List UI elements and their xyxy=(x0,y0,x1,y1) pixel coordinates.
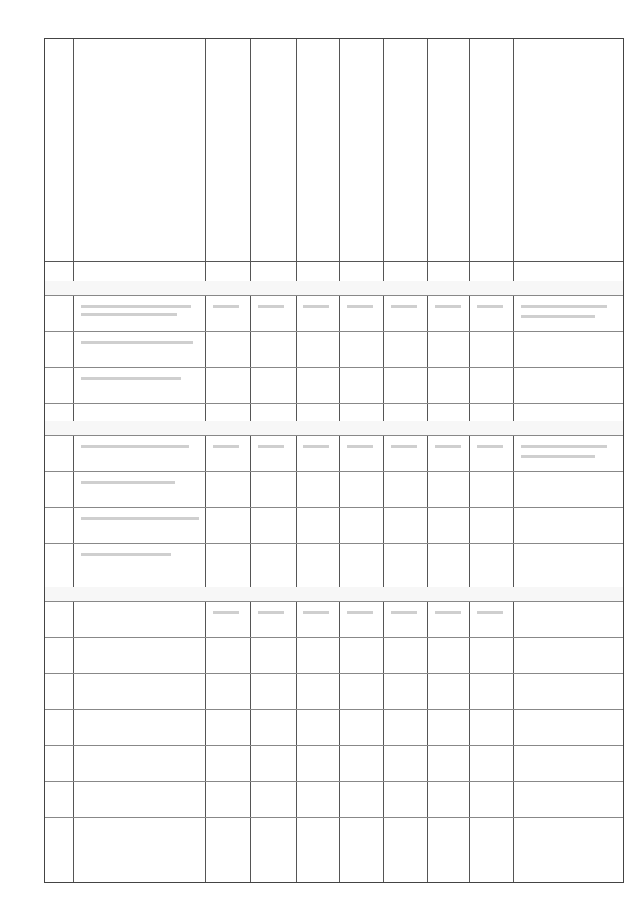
value-placeholder xyxy=(258,611,284,614)
value-placeholder xyxy=(391,611,417,614)
text-placeholder xyxy=(81,305,191,308)
value-placeholder xyxy=(477,611,503,614)
row-line xyxy=(45,781,623,782)
rotated-document-table xyxy=(44,38,624,883)
value-placeholder xyxy=(347,305,373,308)
value-placeholder xyxy=(303,611,329,614)
text-placeholder xyxy=(81,445,189,448)
value-placeholder xyxy=(477,445,503,448)
header-divider xyxy=(45,261,623,262)
value-placeholder xyxy=(391,305,417,308)
value-placeholder xyxy=(213,305,239,308)
value-placeholder xyxy=(477,305,503,308)
row-line xyxy=(45,367,623,368)
col-sep-2 xyxy=(205,39,206,882)
section-band-2 xyxy=(45,421,623,435)
responsible-placeholder xyxy=(521,445,607,448)
value-placeholder xyxy=(258,445,284,448)
section-band-1 xyxy=(45,281,623,295)
row-line xyxy=(45,637,623,638)
col-sep-1 xyxy=(73,39,74,882)
value-placeholder xyxy=(258,305,284,308)
text-placeholder xyxy=(81,377,181,380)
responsible-placeholder xyxy=(521,315,595,318)
value-placeholder xyxy=(435,445,461,448)
row-line xyxy=(45,817,623,818)
section-band-3 xyxy=(45,587,623,601)
row-line xyxy=(45,471,623,472)
value-placeholder xyxy=(303,445,329,448)
value-placeholder xyxy=(347,611,373,614)
text-placeholder xyxy=(81,481,175,484)
text-placeholder xyxy=(81,341,193,344)
row-line xyxy=(45,331,623,332)
text-placeholder xyxy=(81,517,199,520)
value-placeholder xyxy=(213,611,239,614)
value-placeholder xyxy=(213,445,239,448)
row-line xyxy=(45,295,623,296)
col-sep-6 xyxy=(383,39,384,882)
row-line xyxy=(45,507,623,508)
col-sep-7 xyxy=(427,39,428,882)
col-sep-4 xyxy=(296,39,297,882)
row-line xyxy=(45,709,623,710)
responsible-placeholder xyxy=(521,305,607,308)
text-placeholder xyxy=(81,553,171,556)
row-line xyxy=(45,745,623,746)
row-line xyxy=(45,435,623,436)
value-placeholder xyxy=(435,611,461,614)
table-header xyxy=(45,39,623,261)
col-sep-9 xyxy=(513,39,514,882)
value-placeholder xyxy=(303,305,329,308)
col-sep-5 xyxy=(339,39,340,882)
value-placeholder xyxy=(347,445,373,448)
row-line xyxy=(45,673,623,674)
responsible-placeholder xyxy=(521,455,595,458)
row-line xyxy=(45,543,623,544)
value-placeholder xyxy=(435,305,461,308)
text-placeholder xyxy=(81,313,177,316)
row-line xyxy=(45,601,623,602)
value-placeholder xyxy=(391,445,417,448)
col-sep-8 xyxy=(469,39,470,882)
col-sep-3 xyxy=(250,39,251,882)
row-line xyxy=(45,403,623,404)
